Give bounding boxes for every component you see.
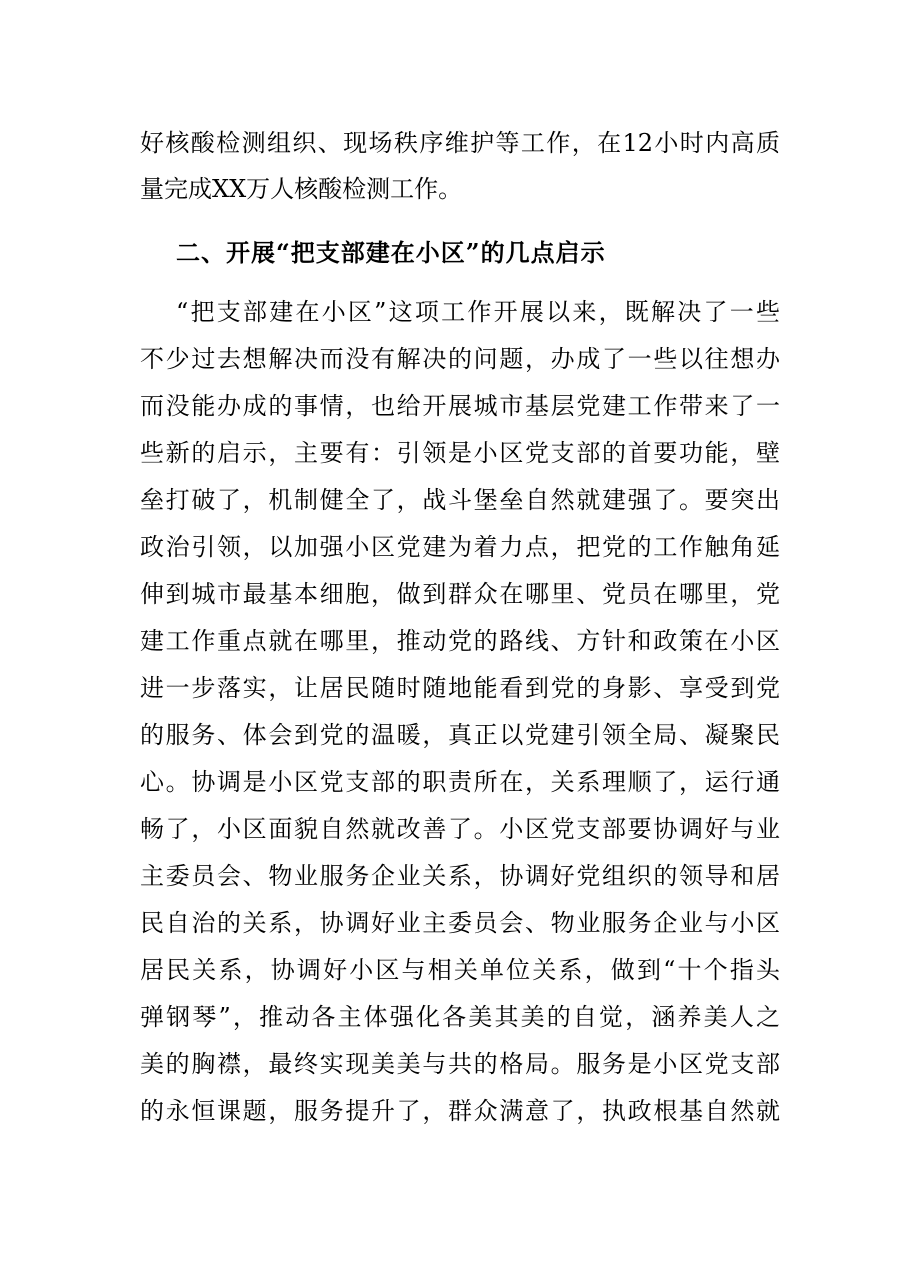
paragraph-line-12: 畅了，小区面貌自然就改善了。小区党支部要协调好与业	[140, 815, 780, 843]
paragraph-line-13: 主委员会、物业服务企业关系，协调好党组织的领导和居	[140, 862, 780, 890]
paragraph-line-5: 垒打破了，机制健全了，战斗堡垒自然就建强了。要突出	[140, 486, 780, 514]
intro-line-2: 量完成XX万人核酸检测工作。	[140, 175, 463, 203]
paragraph-line-2: 不少过去想解决而没有解决的问题，办成了一些以往想办	[140, 345, 780, 373]
paragraph-line-15: 居民关系，协调好小区与相关单位关系，做到“十个指头	[140, 956, 780, 984]
paragraph-line-18: 的永恒课题，服务提升了，群众满意了，执政根基自然就	[140, 1097, 780, 1125]
paragraph-line-6: 政治引领，以加强小区党建为着力点，把党的工作触角延	[140, 533, 780, 561]
paragraph-line-11: 心。协调是小区党支部的职责所在，关系理顺了，运行通	[140, 768, 780, 796]
paragraph-line-16: 弹钢琴”，推动各主体强化各美其美的自觉，涵养美人之	[140, 1003, 780, 1031]
paragraph-line-14: 民自治的关系，协调好业主委员会、物业服务企业与小区	[140, 909, 780, 937]
paragraph-line-9: 进一步落实，让居民随时随地能看到党的身影、享受到党	[140, 674, 780, 702]
paragraph-line-4: 些新的启示，主要有：引领是小区党支部的首要功能，壁	[140, 439, 780, 467]
paragraph-line-10: 的服务、体会到党的温暖，真正以党建引领全局、凝聚民	[140, 721, 780, 749]
intro-line-1: 好核酸检测组织、现场秩序维护等工作，在12小时内高质	[140, 129, 780, 157]
paragraph-line-3: 而没能办成的事情，也给开展城市基层党建工作带来了一	[140, 392, 780, 420]
paragraph-line-8: 建工作重点就在哪里，推动党的路线、方针和政策在小区	[140, 627, 780, 655]
paragraph-line-17: 美的胸襟，最终实现美美与共的格局。服务是小区党支部	[140, 1050, 780, 1078]
section-heading: 二、开展“把支部建在小区”的几点启示	[176, 238, 606, 267]
paragraph-line-1: “把支部建在小区”这项工作开展以来，既解决了一些	[176, 298, 780, 326]
paragraph-line-7: 伸到城市最基本细胞，做到群众在哪里、党员在哪里，党	[140, 580, 780, 608]
